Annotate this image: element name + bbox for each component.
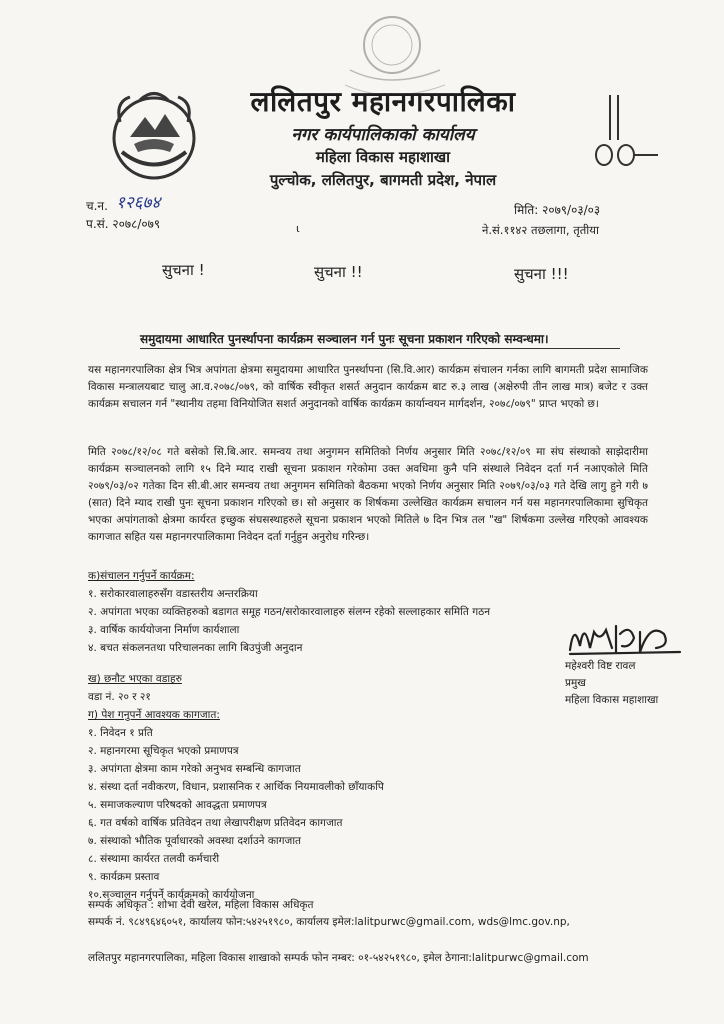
scissors-icon (590, 95, 660, 185)
list-item: २. महानगरमा सूचिकृत भएको प्रमाणपत्र (88, 745, 239, 757)
signatory-name: महेश्वरी विष्ट रावल (565, 660, 636, 672)
list-item: ९. कार्यक्रम प्रस्ताव (88, 871, 160, 883)
list-item: ७. संस्थाको भौतिक पूर्वाधारको अवस्था दर्शाउने कागजात (88, 835, 302, 847)
signatory-block (565, 658, 705, 709)
notice-heading-3: सुचना !!! (514, 265, 569, 283)
list-item: ६. गत वर्षको वार्षिक प्रतिवेदन तथा लेखापरीक्षण प्रतिवेदन कागजात (88, 817, 343, 829)
contact-block (88, 897, 688, 931)
fiscal-year: प.सं. २०७८/०७९ (86, 217, 161, 231)
branch-name: महिला विकास महाशाखा (315, 148, 451, 166)
section-c (88, 706, 558, 904)
section-b-title: ख) छनौट भएका वडाहरु (88, 673, 182, 685)
list-item: १०.सञ्चालन गर्नुपर्ने कार्यक्रमको कार्ययोजना (88, 889, 255, 901)
paragraph-1: यस महानगरपालिका क्षेत्र भित्र अपांगता क्षेत्रमा समुदायमा आधारित पुनर्स्थापना (सि.वि.आर) कार्यक्रम संचालन गर्नका लागि बागमती प्रदेश सामाजिक विकास मन्त्रालयबाट चालु आ.व.२०७८/०७९, को वार्षिक स्वीकृत शसर्त अनुदान कार्यक्रम बाट रु.३ लाख (अक्षेरुपी तीन लाख मात्र) बजेट र उक्त कार्यक्रम सचालन गर्न "स्थानीय तहमा विनियोजित सशर्त अनुदानको वार्षिक कार्यक्रम कार्यान्वयन मार्गदर्शन, २०७८/०७९" प्राप्त भएको छ। (88, 364, 648, 410)
section-a-title: क)संचालन गर्नुपर्ने कार्यक्रम: (88, 570, 195, 582)
list-item: १. सरोकारवालाहरुसँग वडास्तरीय अन्तरक्रिया (88, 588, 258, 600)
page-title: ललितपुर महानगरपालिका (250, 85, 516, 118)
nepal-sambat-date: ने.सं.११४२ तछलागा, तृतीया (482, 223, 599, 237)
signature-icon (560, 612, 690, 662)
dispatch-label: च.न. (86, 199, 108, 213)
list-item: १. निवेदन १ प्रति (88, 727, 153, 739)
letter-date: मिति: २०७९/०३/०३ (514, 203, 601, 217)
list-item: ४. संस्था दर्ता नवीकरण, विधान, प्रशासनिक र आर्थिक नियमावलीको छाँयाकपि (88, 781, 384, 793)
office-name: नगर कार्यपालिकाको कार्यालय (291, 125, 475, 145)
list-item: ४. बचत संकलनतथा परिचालनका लागि बिउपुंजी अनुदान (88, 642, 303, 654)
subject-line: समुदायमा आधारित पुनर्स्थापना कार्यक्रम सञ्चालन गर्न पुनः सूचना प्रकाशन गरिएको सम्वन्धमा। (140, 330, 620, 349)
ward-list: वडा नं. २० र २१ (88, 691, 151, 703)
signatory-position: प्रमुख (565, 677, 586, 689)
signatory-department: महिला विकास महाशाखा (565, 694, 659, 706)
dispatch-number: १२६७४ (116, 193, 161, 213)
list-item: २. अपांगता भएका व्यक्तिहरुको बडागत समूह गठन/सरोकारवालाहरु संलग्न रहेको सल्लाहकार समिति गठन (88, 606, 491, 618)
list-item: ८. संस्थामा कार्यरत तलवी कर्मचारी (88, 853, 220, 865)
list-item: ३. अपांगता क्षेत्रमा काम गरेको अनुभव सम्बन्धि कागजात (88, 763, 301, 775)
reference-mark: ι (296, 222, 300, 235)
notice-heading-2: सुचना !! (314, 263, 363, 281)
nepal-emblem-icon (100, 82, 208, 190)
list-item: ५. समाजकल्याण परिषदको आवद्धता प्रमाणपत्र (88, 799, 267, 811)
paragraph-2: मिति २०७८/१२/०८ गते बसेको सि.बि.आर. समन्वय तथा अनुगमन समितिको निर्णय अनुसार मिति २०७८/१२/०९ मा संघ संस्थाको साझेदारीमा कार्यक्रम सञ्चालनको लागि १५ दिने म्याद राखी सूचना प्रकाशन गरेकोमा उक्त अवधिमा कुनै पनि संस्थाले निवेदन दर्ता गर्न नआएकोले मिति २०७९/०३/०२ गतेका दिन सी.बी.आर समन्वय तथा अनुगमन समितिको बैठकमा भएको निर्णय अनुसार मिति २०७९/०३/०३ गते देखि लागु हुने गरी ७ (सात) दिने म्याद राखी पुनः सूचना प्रकाशन गरिएको छ। सो अनुसार क शिर्षकमा उल्लेखित कार्यक्रम सचालन गर्न यस महानगरपालिकामा सुचिकृत भएका अपांगताको क्षेत्रमा कार्यरत इच्छुक संघसस्थाहरुले सूचना प्रकाशन भएको मितिले ७ दिन भित्र तल "ख" शिर्षकमा उल्लेख गरिएको आवश्यक कागजात सहित यस महानगरपालिकामा निवेदन दर्ता गर्नुहुन अनुरोध गरिन्छ। (88, 446, 648, 543)
section-a (88, 567, 558, 657)
contact-numbers: सम्पर्क नं. ९८४९६४६०५१, कार्यालय फोन:५४२५१९८०, कार्यालय इमेल:lalitpurwc@gmail.com, wds@lmc.gov.np, (88, 916, 570, 928)
notice-heading-1: सुचना ! (162, 261, 205, 279)
address: पुल्चोक, ललितपुर, बागमती प्रदेश, नेपाल (269, 171, 497, 189)
section-b (88, 670, 558, 706)
footer-contact: ललितपुर महानगरपालिका, महिला विकास शाखाको सम्पर्क फोन नम्बर: ०१-५४२५१९८०, इमेल ठेगाना:lalitpurwc@gmail.com (88, 952, 589, 964)
contact-person: सम्पर्क अधिकृत : शोभा देवी खरेल, महिला विकास अधिकृत (88, 899, 314, 911)
section-c-title: ग) पेश गनुपर्ने आवश्यक कागजात: (88, 709, 220, 721)
list-item: ३. वार्षिक कार्ययोजना निर्माण कार्यशाला (88, 624, 240, 636)
